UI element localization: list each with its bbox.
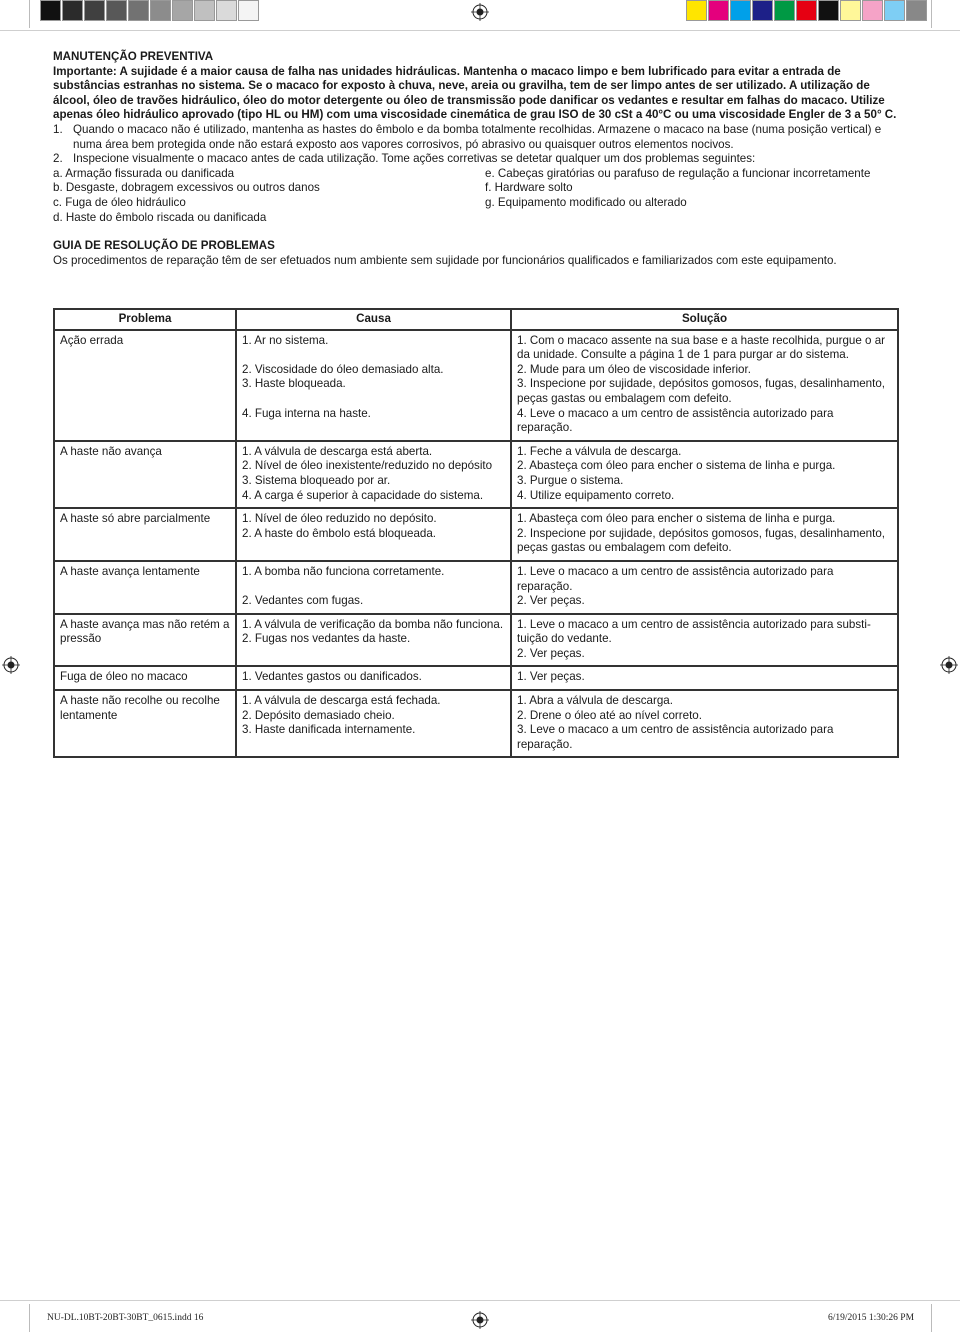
color-swatch <box>818 0 839 21</box>
item-text: Quando o macaco não é utilizado, mantenha as hastes do êmbolo e da bomba totalmente recolhidas. Armazene o macaco na base (numa posição vertical) e numa área bem protegida onde não estará exposto aos vapores corrosivos, pó abrasivo ou quaisquer outros elementos nocivos. <box>73 122 882 151</box>
cell-cause <box>236 561 511 614</box>
color-swatch <box>106 0 127 21</box>
cell-line: 2. Inspecione por sujidade, depósitos gomosos, fugas, desalinhamento, peças gastas ou embalagem com defeito. <box>517 526 886 555</box>
cell-line: 1. A válvula de verificação da bomba não funciona. <box>242 617 504 631</box>
cell-line: 1. Leve o macaco a um centro de assistência autorizado para reparação. <box>517 564 834 593</box>
column-header-solution: Solução <box>511 309 898 330</box>
cell-line <box>242 392 505 407</box>
maintenance-warning: Importante: A sujidade é a maior causa de falha nas unidades hidráulicas. Mantenha o macaco limpo e bem lubrificado para evitar a entrada de substâncias estranhas no sistema. Se o macaco for exposto à chuva, neve, areia ou gravilha, tem de ser limpo antes de ser utilizado. A utilização de álcool, óleo de travões hidráulico, óleo do motor detergente ou óleo de transmissão pode danificar os vedantes e resultar em falhas do macaco. Utilize apenas óleo hidráulico aprovado (tipo HL ou HM) com uma viscosidade cinemática de grau ISO de 30 cSt a 40°C ou uma viscosidade Engler de 3 a 50° C. <box>53 64 897 122</box>
color-swatch <box>906 0 927 21</box>
table-header-row <box>54 309 898 330</box>
list-item <box>53 123 901 152</box>
cell-problem <box>54 561 236 614</box>
cell-line: 3. Purgue o sistema. <box>517 473 624 487</box>
cell-line: 2. Fugas nos vedantes da haste. <box>242 632 411 646</box>
cell-line: Ação errada <box>60 333 124 347</box>
cell-cause <box>236 666 511 690</box>
cell-line: 4. Fuga interna na haste. <box>242 406 371 420</box>
table-row <box>54 508 898 561</box>
color-bar-process <box>686 0 928 22</box>
inspection-problem-list <box>53 167 901 225</box>
color-swatch <box>238 0 259 21</box>
crop-mark <box>29 0 30 28</box>
footer-timestamp: 6/19/2015 1:30:26 PM <box>828 1313 915 1323</box>
cell-line: 2. Vedantes com fugas. <box>242 594 364 608</box>
cell-line: 1. Nível de óleo reduzido no depósito. <box>242 512 437 526</box>
color-swatch <box>216 0 237 21</box>
color-swatch <box>172 0 193 21</box>
cell-solution <box>511 441 898 508</box>
cell-line: 2. Nível de óleo inexistente/reduzido no depósito <box>242 459 493 473</box>
section-title-maintenance: MANUTENÇÃO PREVENTIVA <box>53 50 214 63</box>
color-swatch <box>62 0 83 21</box>
cell-line: 1. Ar no sistema. <box>242 333 329 347</box>
color-swatch <box>686 0 707 21</box>
cell-line: 1. Abasteça com óleo para encher o sistema de linha e purga. <box>517 512 836 526</box>
cell-line: 1. A bomba não funciona corretamente. <box>242 564 445 578</box>
cell-line: A haste não avança <box>60 444 162 458</box>
list-item <box>53 152 901 167</box>
cell-line: 4. Utilize equipamento correto. <box>517 488 675 502</box>
cell-line: 3. Leve o macaco a um centro de assistência autorizado para reparação. <box>517 723 834 751</box>
table-row <box>54 441 898 508</box>
table-row <box>54 690 898 757</box>
cell-line: 2. Mude para um óleo de viscosidade inferior. <box>517 362 751 376</box>
color-swatch <box>150 0 171 21</box>
cell-line: A haste não recolhe ou recolhe lentamente <box>60 694 220 722</box>
cell-cause <box>236 330 511 441</box>
color-swatch <box>884 0 905 21</box>
cell-line: A haste só abre parcialmente <box>60 512 211 526</box>
color-swatch <box>862 0 883 21</box>
color-swatch <box>840 0 861 21</box>
cell-line: 2. A haste do êmbolo está bloqueada. <box>242 526 437 540</box>
cell-line: 1. Leve o macaco a um centro de assistência autorizado para substi-tuição do vedante. <box>517 617 871 646</box>
cell-line <box>242 348 505 363</box>
problem-item: a. Armação fissurada ou danificada <box>53 166 235 180</box>
color-swatch <box>774 0 795 21</box>
registration-mark-icon <box>471 1311 489 1329</box>
problem-item: c. Fuga de óleo hidráulico <box>53 195 186 209</box>
registration-mark-icon <box>940 656 958 674</box>
cell-line: 1. Vedantes gastos ou danificados. <box>242 670 422 684</box>
table-row <box>54 666 898 690</box>
crop-mark <box>931 1304 932 1332</box>
cell-solution <box>511 330 898 441</box>
cell-line: 4. A carga é superior à capacidade do sistema. <box>242 488 484 502</box>
cell-line: Fuga de óleo no macaco <box>60 670 188 684</box>
cell-line: 1. A válvula de descarga está aberta. <box>242 444 433 458</box>
item-text: Inspecione visualmente o macaco antes de cada utilização. Tome ações corretivas se detetar qualquer um dos problemas seguintes: <box>73 152 756 166</box>
cell-solution <box>511 561 898 614</box>
crop-mark <box>931 0 932 28</box>
cell-line: 2. Ver peças. <box>517 646 585 660</box>
cell-line: 2. Depósito demasiado cheio. <box>242 708 395 722</box>
cell-line: 1. Abra a válvula de descarga. <box>517 694 673 708</box>
registration-mark-icon <box>471 3 489 21</box>
cell-line: 4. Leve o macaco a um centro de assistência autorizado para reparação. <box>517 406 834 435</box>
registration-mark-icon <box>2 656 20 674</box>
color-swatch <box>84 0 105 21</box>
color-bar-grayscale <box>40 0 260 22</box>
column-header-problem: Problema <box>54 309 236 330</box>
color-swatch <box>708 0 729 21</box>
document-body <box>53 50 901 268</box>
cell-line <box>242 580 505 595</box>
color-swatch <box>128 0 149 21</box>
cell-line: 2. Viscosidade do óleo demasiado alta. <box>242 362 444 376</box>
cell-line: 1. Com o macaco assente na sua base e a haste recolhida, purgue o ar da unidade. Consulte a página 1 de 1 para purgar ar do sistema. <box>517 333 886 362</box>
column-header-cause: Causa <box>236 309 511 330</box>
table-row <box>54 330 898 441</box>
cell-line: 2. Ver peças. <box>517 594 585 608</box>
color-swatch <box>40 0 61 21</box>
cell-line: 2. Drene o óleo até ao nível correto. <box>517 708 702 722</box>
problem-item: f. Hardware solto <box>485 181 573 195</box>
cell-line: 3. Sistema bloqueado por ar. <box>242 473 391 487</box>
cell-cause <box>236 690 511 757</box>
table-row <box>54 614 898 667</box>
cell-line: 1. Ver peças. <box>517 670 585 684</box>
cell-cause <box>236 614 511 667</box>
troubleshooting-intro: Os procedimentos de reparação têm de ser efetuados num ambiente sem sujidade por funcionários qualificados e familiarizados com este equipamento. <box>53 253 837 267</box>
cell-cause <box>236 441 511 508</box>
cell-problem <box>54 614 236 667</box>
cell-line: 1. Feche a válvula de descarga. <box>517 444 682 458</box>
cell-line: A haste avança lentamente <box>60 564 200 578</box>
problem-item: d. Haste do êmbolo riscada ou danificada <box>53 210 267 224</box>
footer-filename: NU-DL.10BT-20BT-30BT_0615.indd 16 <box>47 1313 204 1323</box>
crop-mark <box>29 1304 30 1332</box>
cell-line: 3. Haste danificada internamente. <box>242 723 416 737</box>
cell-solution <box>511 614 898 667</box>
table-row <box>54 561 898 614</box>
cell-solution <box>511 666 898 690</box>
cell-problem <box>54 330 236 441</box>
cell-solution <box>511 690 898 757</box>
problem-item: g. Equipamento modificado ou alterado <box>485 195 687 209</box>
cell-cause <box>236 508 511 561</box>
color-swatch <box>194 0 215 21</box>
troubleshooting-table <box>53 308 899 758</box>
item-number: 1. <box>53 122 63 136</box>
cell-line: 1. A válvula de descarga está fechada. <box>242 694 441 708</box>
cell-line: A haste avança mas não retém a pressão <box>60 617 230 646</box>
problem-item: b. Desgaste, dobragem excessivos ou outros danos <box>53 181 320 195</box>
color-swatch <box>730 0 751 21</box>
item-number: 2. <box>53 152 63 166</box>
problem-item: e. Cabeças giratórias ou parafuso de regulação a funcionar incorretamente <box>485 166 871 180</box>
color-swatch <box>752 0 773 21</box>
cell-problem <box>54 441 236 508</box>
color-swatch <box>796 0 817 21</box>
cell-line: 3. Inspecione por sujidade, depósitos gomosos, fugas, desalinhamento, peças gastas ou embalagem com defeito. <box>517 377 886 405</box>
cell-solution <box>511 508 898 561</box>
crop-line-bottom <box>0 1300 960 1301</box>
cell-line: 3. Haste bloqueada. <box>242 377 346 391</box>
cell-line: 2. Abasteça com óleo para encher o sistema de linha e purga. <box>517 459 836 473</box>
crop-line-top <box>0 30 960 31</box>
section-title-troubleshooting: GUIA DE RESOLUÇÃO DE PROBLEMAS <box>53 239 275 253</box>
cell-problem <box>54 690 236 757</box>
cell-problem <box>54 508 236 561</box>
cell-problem <box>54 666 236 690</box>
